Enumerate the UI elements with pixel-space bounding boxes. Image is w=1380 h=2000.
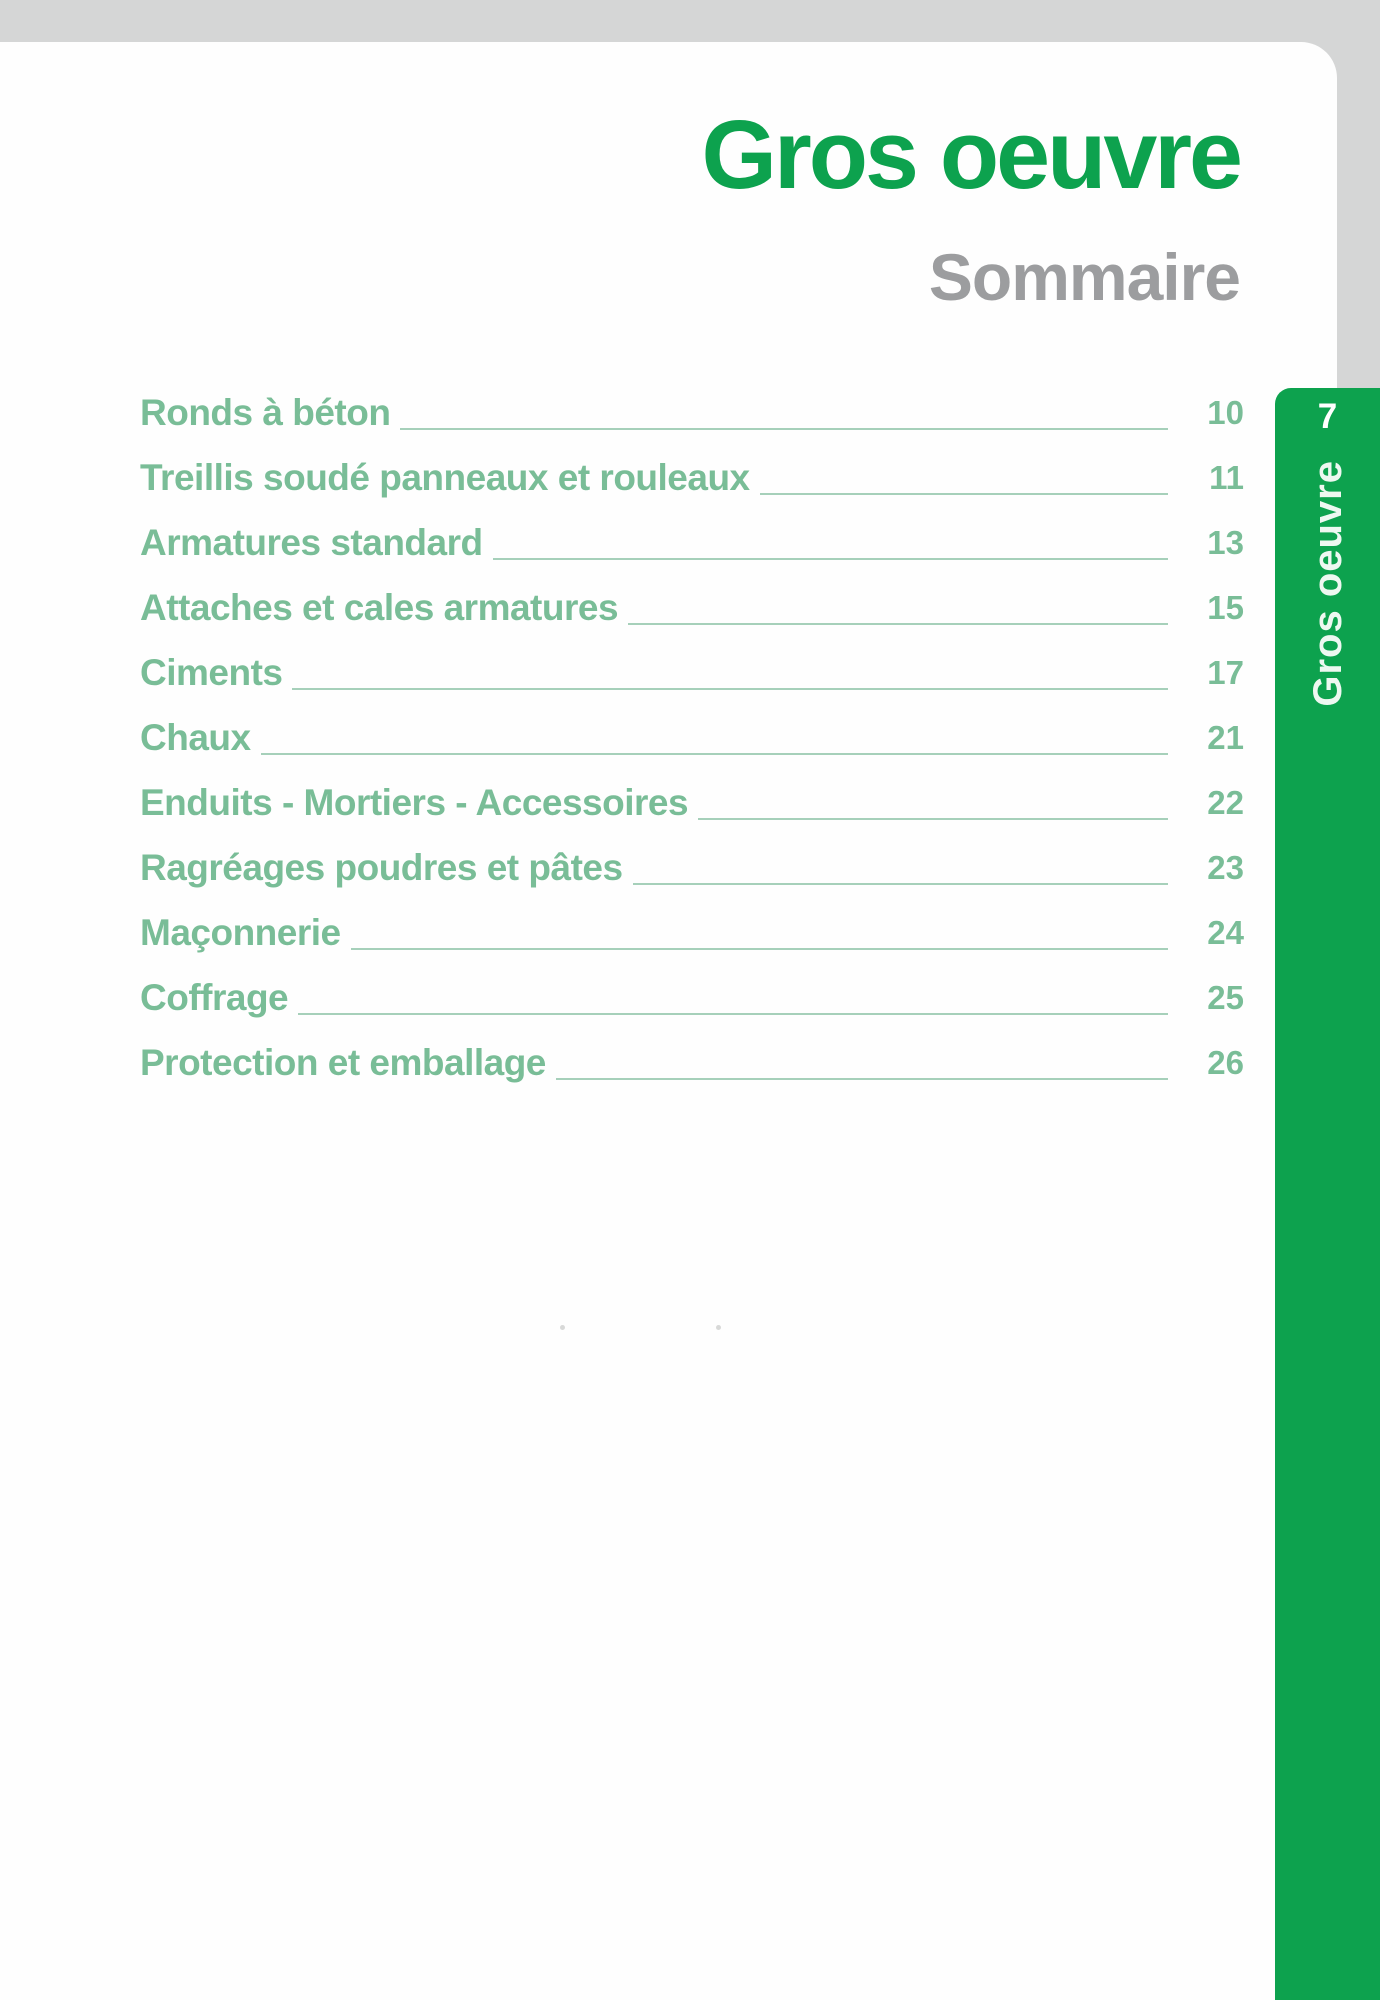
toc-leader-line xyxy=(400,428,1168,430)
toc-row xyxy=(140,965,1244,1030)
toc-entry-page-number: 26 xyxy=(1207,1044,1244,1081)
toc-row xyxy=(140,445,1244,510)
toc-row xyxy=(140,640,1244,705)
toc-entry-page-number: 25 xyxy=(1207,979,1244,1016)
toc-entry-page-number: 10 xyxy=(1207,394,1244,431)
toc-leader-line xyxy=(698,818,1168,820)
toc-row xyxy=(140,1030,1244,1095)
toc-entry-page-number: 21 xyxy=(1207,719,1244,756)
toc-entry-label: Treillis soudé panneaux et rouleaux xyxy=(140,457,750,498)
toc-leader-line xyxy=(493,558,1168,560)
toc-leader-line xyxy=(633,883,1168,885)
toc-row xyxy=(140,380,1244,445)
toc-entry-label: Attaches et cales armatures xyxy=(140,587,619,628)
toc-entry-label: Armatures standard xyxy=(140,522,483,563)
toc-entry-label: Maçonnerie xyxy=(140,912,341,953)
toc-entry-label: Ragréages poudres et pâtes xyxy=(140,847,623,888)
toc-entry-label: Chaux xyxy=(140,717,251,758)
section-side-tab xyxy=(1275,388,1380,2000)
tab-page-number: 7 xyxy=(1317,397,1338,436)
toc-leader-line xyxy=(760,493,1168,495)
scan-speck xyxy=(716,1325,721,1330)
toc-list xyxy=(140,380,1244,1095)
section-title: Gros oeuvre xyxy=(701,100,1240,209)
toc-entry-page-number: 23 xyxy=(1207,849,1244,886)
toc-leader-line xyxy=(292,688,1168,690)
toc-entry-label: Ronds à béton xyxy=(140,392,391,433)
toc-leader-line xyxy=(261,753,1168,755)
toc-entry-page-number: 13 xyxy=(1207,524,1244,561)
toc-row xyxy=(140,770,1244,835)
toc-entry-label: Ciments xyxy=(140,652,283,693)
toc-entry-page-number: 15 xyxy=(1207,589,1244,626)
toc-row xyxy=(140,575,1244,640)
toc-entry-label: Protection et emballage xyxy=(140,1042,546,1083)
toc-entry-page-number: 24 xyxy=(1207,914,1244,951)
toc-entry-label: Coffrage xyxy=(140,977,289,1018)
toc-row xyxy=(140,705,1244,770)
tab-section-label: Gros oeuvre xyxy=(1305,460,1350,707)
toc-row xyxy=(140,510,1244,575)
toc-leader-line xyxy=(298,1013,1168,1015)
toc-leader-line xyxy=(628,623,1168,625)
page-subtitle: Sommaire xyxy=(928,240,1240,314)
toc-row xyxy=(140,900,1244,965)
toc-entry-page-number: 22 xyxy=(1207,784,1244,821)
toc-entry-page-number: 17 xyxy=(1207,654,1244,691)
toc-leader-line xyxy=(556,1078,1168,1080)
scan-speck xyxy=(560,1325,565,1330)
toc-entry-page-number: 11 xyxy=(1209,459,1244,496)
toc-leader-line xyxy=(351,948,1168,950)
toc-row xyxy=(140,835,1244,900)
toc-entry-label: Enduits - Mortiers - Accessoires xyxy=(140,782,689,823)
